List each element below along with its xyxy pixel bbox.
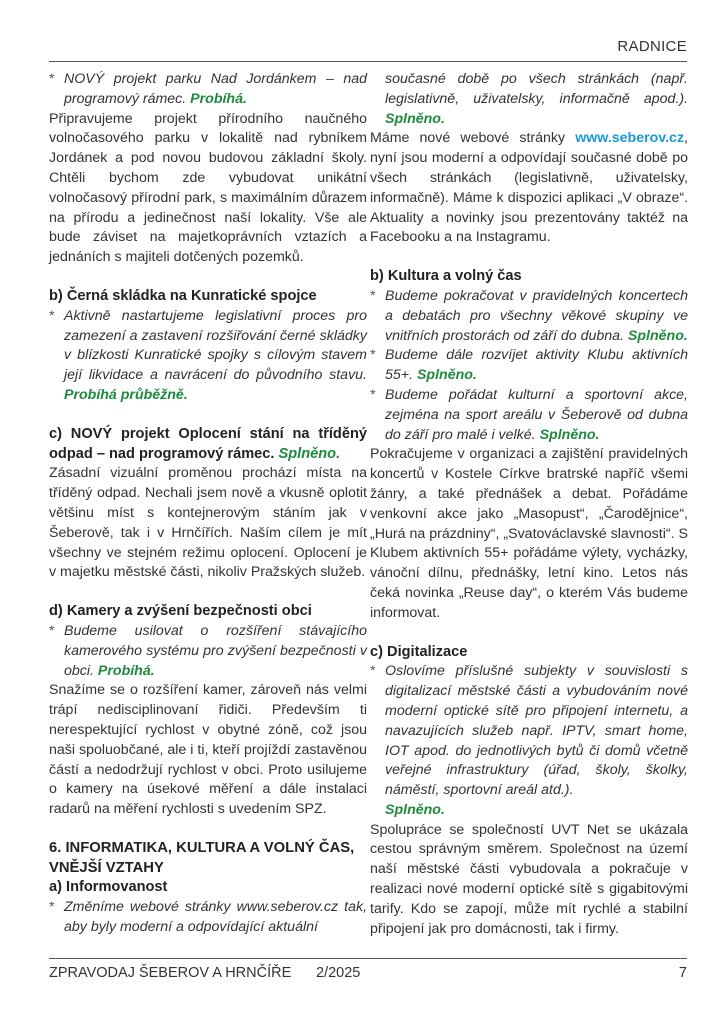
- section-b-heading: b) Černá skládka na Kunratické spojce: [49, 287, 317, 304]
- status-badge: Probíhá.: [190, 90, 247, 107]
- section-c-heading: c) NOVÝ projekt Oplocení stání na tříděný odpad – nad programový rámec. Splněno.: [49, 425, 367, 462]
- section-d-bullet: * Budeme usilovat o rozšíření stávajícího kamerového systému pro zvýšení bezpečnosti v obci. Probíhá.: [49, 622, 367, 679]
- digitalizace-heading: c) Digitalizace: [370, 643, 468, 660]
- section-c-body: Zásadní vizuální proměnou prochází místa na tříděný odpad. Nechali jsem nově a vkusně oplotit většinu míst s kontejnerovým stáním jak v Šeberově, tak i v Hrnčířích. Naším cílem je mít všechny ve stejném režimu oplocení. Oplocení je v majetku městské části, nikoliv Pražských služeb.: [49, 465, 367, 581]
- informovanost-heading: a) Informovanost: [49, 879, 168, 896]
- page-number: 7: [678, 965, 687, 981]
- status-badge: Splněno.: [385, 801, 445, 818]
- status-badge: Probíhá.: [97, 662, 155, 679]
- informovanost-bullet-cont: současné době po všech stránkách (např. legislativně, uživatelsky, informačně apod.). Splněno.: [385, 71, 688, 127]
- digitalizace-bullet: * Oslovíme příslušné subjekty v souvislosti s digitalizací městské části a vybudováním nové moderní optické sítě pro připojení internetu, a navazujících služeb např. IPTV, smart home, IOT apod. do jednotlivých bytů či domů včetně veřejné infrastruktury (úřad, školy, školky, náměstí, sportovní areál atd.). Splněno.: [370, 662, 688, 820]
- asterisk-bullet-icon: *: [370, 287, 376, 304]
- asterisk-bullet-icon: *: [49, 899, 55, 916]
- kultura-heading: b) Kultura a volný čas: [370, 268, 522, 285]
- asterisk-bullet-icon: *: [49, 307, 55, 324]
- status-badge: Probíhá průběžně.: [64, 386, 188, 403]
- kultura-bullet: * Budeme dále rozvíjet aktivity Klubu aktivních 55+. Splněno.: [370, 347, 688, 384]
- asterisk-bullet-icon: *: [370, 663, 376, 680]
- left-column: [49, 70, 367, 938]
- informovanost-body: Máme nové webové stránky www.seberov.cz, nyní jsou moderní a odpovídají současné době po všech stránkách (legislativně, uživatelsky, informačně). Máme k dispozici aplikaci „V obraze“. Aktuality a novinky jsou prezentovány taktéž na Facebooku a na Instagramu.: [370, 130, 688, 246]
- asterisk-bullet-icon: *: [49, 622, 55, 639]
- section-6-heading: 6. INFORMATIKA, KULTURA A VOLNÝ ČAS, VNĚJŠÍ VZTAHY: [49, 839, 355, 876]
- header-rule: [49, 61, 687, 62]
- park-body: Připravujeme projekt přírodního naučného volnočasového parku v lokalitě nad rybníkem Jordánek a pod novou budovou základní školy. Chtěli bychom zde vybudovat unikátní volnočasový přírodní park, s maximálním důrazem na přírodu a jedinečnost naší lokality. Vše ale bude záviset na majetkoprávních vztazích a jednáních s majiteli dotčených pozemků.: [49, 110, 367, 266]
- asterisk-bullet-icon: *: [370, 386, 376, 403]
- website-link[interactable]: www.seberov.cz: [575, 130, 685, 147]
- status-badge: Splněno.: [278, 445, 341, 462]
- status-badge: Splněno.: [416, 367, 477, 384]
- right-column: [370, 70, 688, 939]
- section-d-heading: d) Kamery a zvýšení bezpečnosti obci: [49, 603, 312, 620]
- section-label: RADNICE: [617, 38, 687, 55]
- digitalizace-body: Spolupráce se společností UVT Net se ukázala cestou správným směrem. Společnost na území naší městské části vybudovala a pokračuje v realizaci nové moderní optické sítě s gigabitovými tarify. Kdo se zapojí, může mít rychlé a stabilní připojení jak pro domácnosti, tak i firmy.: [370, 821, 688, 937]
- issue-number: 2/2025: [316, 965, 361, 981]
- asterisk-bullet-icon: *: [49, 71, 55, 87]
- section-b-bullet: * Aktivně nastartujeme legislativní proces pro zamezení a zastavení rozšiřování černé skládky v blízkosti Kunratické spojky s cílovým stavem její likvidace a navrácení do původního stavu. Probíhá průběžně.: [49, 307, 367, 403]
- status-badge: Splněno.: [627, 327, 688, 344]
- status-badge: Splněno.: [385, 110, 445, 127]
- kultura-bullet: * Budeme pokračovat v pravidelných koncertech a debatách pro všechny věkové skupiny ve vnitřních prostorách od září do dubna. Splněno.: [370, 287, 688, 344]
- status-badge: Splněno.: [539, 426, 600, 443]
- kultura-bullet: * Budeme pořádat kulturní a sportovní akce, zejména na sport areálu v Šeberově od dubna do září pro malé i velké. Splněno.: [370, 386, 688, 443]
- kultura-body: Pokračujeme v organizaci a zajištění pravidelných koncertů v Kostele Církve bratrské napříč všemi žánry, a také přednášek a debat. Pořádáme venkovní akce jako „Masopust“, „Čarodějnice“, „Hurá na prázdniny“, „Svatováclavské slavnosti“. S Klubem aktivních 55+ pořádáme výlety, vycházky, vánoční dílnu, přednášky, letní kino. Letos nás čeká novinka „Reuse day“, o kterém Vás budeme informovat.: [370, 446, 688, 621]
- section-d-body: Snažíme se o rozšíření kamer, zároveň nás velmi trápí nedisciplinovaní řidiči. Především ti nerespektující rychlost v obytné zóně, což jsou naši spoluobčané, ale i ti, kteří projíždí zastavěnou částí a nedodržují rychlost v obci. Proto usilujeme o kamery na úsekové měření a dále instalaci radarů na měření rychlosti s uvedením SPZ.: [49, 682, 367, 818]
- footer-rule: [49, 958, 687, 959]
- publication-name: ZPRAVODAJ ŠEBEROV A HRNČÍŘE: [49, 965, 292, 981]
- park-bullet: * NOVÝ projekt parku Nad Jordánkem – nad programový rámec. Probíhá.: [49, 71, 367, 107]
- informovanost-bullet: * Změníme webové stránky www.seberov.cz tak, aby byly moderní a odpovídající aktuální: [49, 899, 367, 936]
- asterisk-bullet-icon: *: [370, 347, 376, 364]
